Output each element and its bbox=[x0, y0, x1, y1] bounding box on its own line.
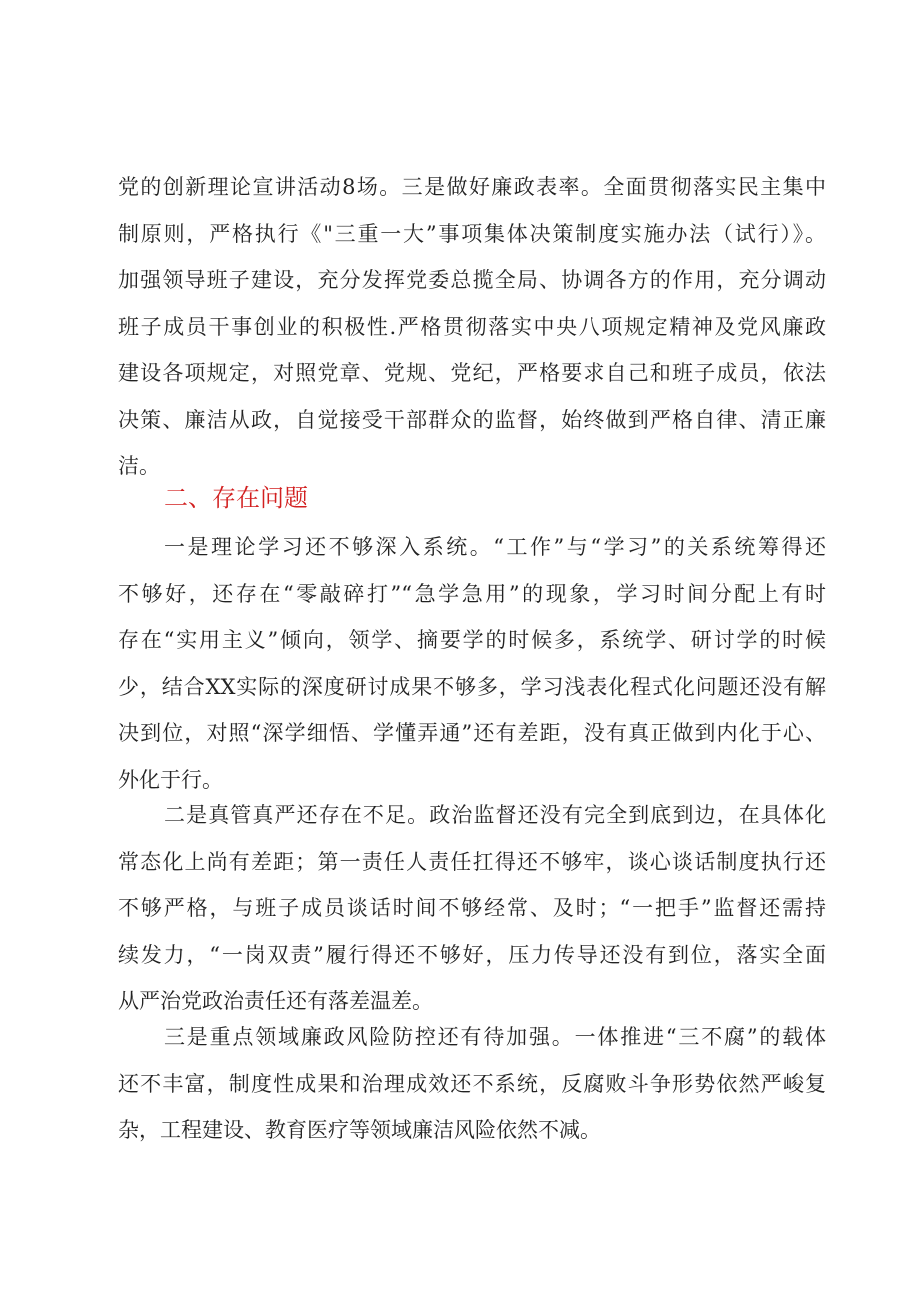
text-line: 不够严格，与班子成员谈话时间不够经常、及时；“一把手”监督还需持 bbox=[118, 896, 826, 920]
paragraph-problem-3 bbox=[118, 1014, 826, 1154]
paragraph-problem-2 bbox=[118, 792, 826, 1025]
text-line: 杂，工程建设、教育医疗等领域廉洁风险依然不减。 bbox=[118, 1118, 601, 1142]
text-line: 班子成员干事创业的积极性.严格贯彻落实中央八项规定精神及党风廉政 bbox=[118, 314, 826, 339]
text-line: 决到位，对照“深学细悟、学懂弄通”还有差距，没有真正做到内化于心、 bbox=[118, 721, 826, 745]
text-line: 加强领导班子建设，充分发挥党委总揽全局、协调各方的作用，充分调动 bbox=[118, 268, 826, 292]
section-heading: 二、存在问题 bbox=[164, 484, 308, 512]
text-line: 从严治党政治责任还有落差温差。 bbox=[118, 989, 433, 1013]
text-line: 常态化上尚有差距；第一责任人责任扛得还不够牢，谈心谈话制度执行还 bbox=[118, 849, 826, 874]
text-line: 二是真管真严还存在不足。政治监督还没有完全到底到边，在具体化 bbox=[164, 803, 826, 827]
text-line: 一是理论学习还不够深入系统。“工作”与“学习”的关系统筹得还 bbox=[164, 535, 826, 559]
text-line: 存在“实用主义”倾向，领学、摘要学的时候多，系统学、研讨学的时候 bbox=[118, 628, 826, 652]
text-line: 外化于行。 bbox=[118, 767, 223, 792]
paragraph-continuation bbox=[118, 164, 826, 490]
text-line: 不够好，还存在“零敲碎打”“急学急用”的现象，学习时间分配上有时 bbox=[118, 581, 826, 606]
text-line: 三是重点领域廉政风险防控还有待加强。一体推进“三不腐”的载体 bbox=[164, 1025, 826, 1049]
text-line: 续发力，“一岗双责”履行得还不够好，压力传导还没有到位，落实全面 bbox=[118, 942, 826, 967]
text-line: 建设各项规定，对照党章、党规、党纪，严格要求自己和班子成员，依法 bbox=[118, 361, 826, 385]
text-line: 制原则，严格执行《"三重一大”事项集体决策制度实施办法（试行）》。 bbox=[118, 221, 826, 246]
text-line: 党的创新理论宣讲活动8场。三是做好廉政表率。全面贯彻落实民主集中 bbox=[118, 175, 826, 199]
text-line: 少，结合XX实际的深度研讨成果不够多，学习浅表化程式化问题还没有解 bbox=[118, 674, 826, 699]
text-line: 决策、廉洁从政，自觉接受干部群众的监督，始终做到严格自律、清正廉 bbox=[118, 407, 826, 432]
text-line: 还不丰富，制度性成果和治理成效还不系统，反腐败斗争形势依然严峻复 bbox=[118, 1071, 826, 1096]
paragraph-problem-1 bbox=[118, 524, 826, 803]
text-line: 洁。 bbox=[118, 454, 160, 478]
